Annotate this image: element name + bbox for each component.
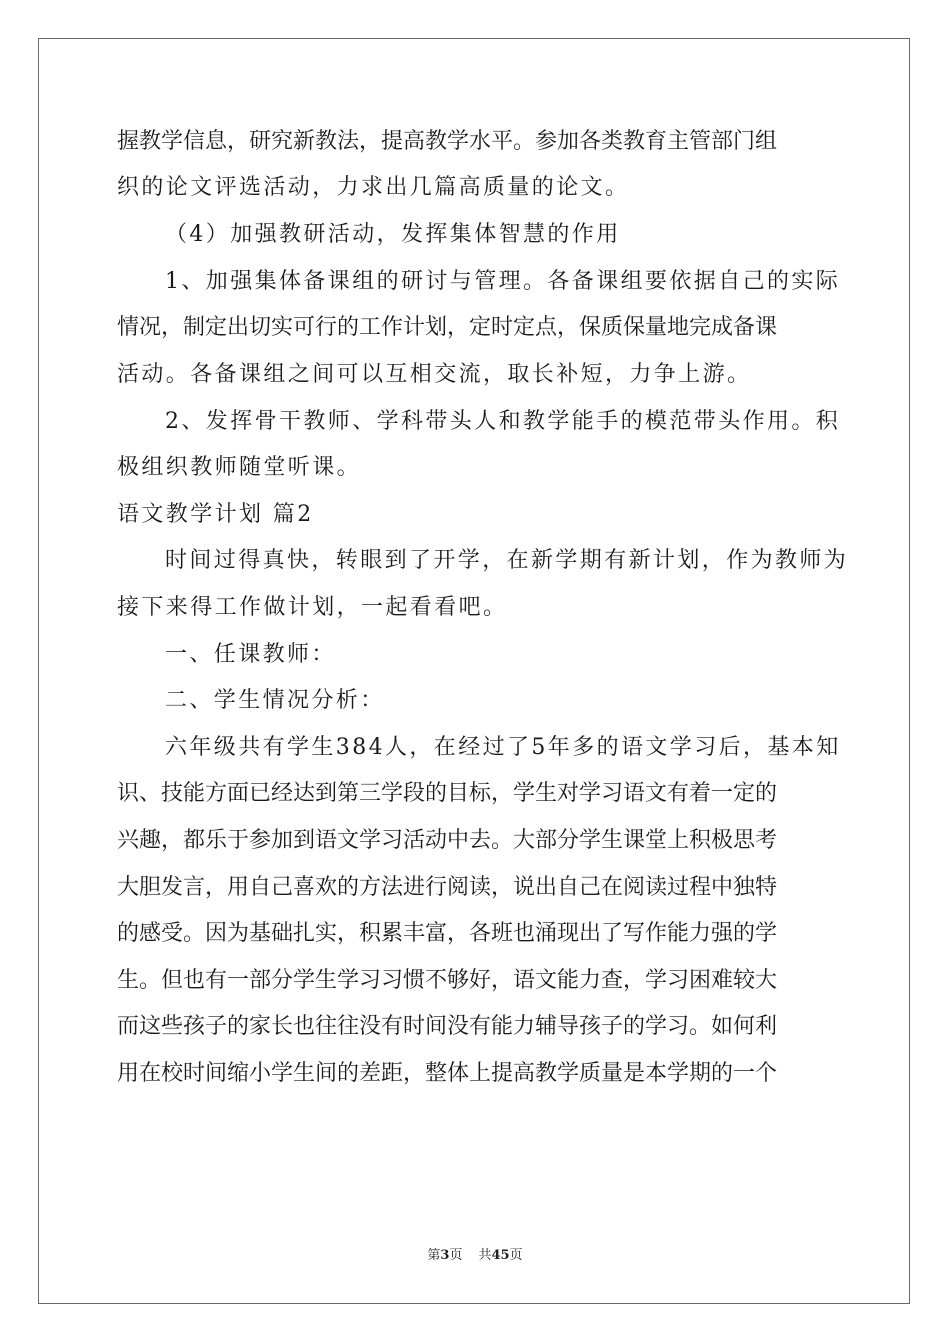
- page-suffix: 页: [449, 1248, 463, 1263]
- body-text-line: 1、加强集体备课组的研讨与管理。各备课组要依据自己的实际: [165, 269, 841, 294]
- body-text-line: 大胆发言，用自己喜欢的方法进行阅读，说出自己在阅读过程中独特: [117, 875, 778, 900]
- body-text-line: 握教学信息，研究新教法，提高教学水平。参加各类教育主管部门组: [117, 129, 778, 154]
- page-number: 3: [440, 1248, 450, 1263]
- page-footer: [0, 1247, 950, 1265]
- body-text-line: 兴趣，都乐于参加到语文学习活动中去。大部分学生课堂上积极思考: [117, 828, 778, 853]
- total-pages: 45: [491, 1248, 510, 1263]
- body-text-line: 六年级共有学生384人，在经过了5年多的语文学习后，基本知: [165, 735, 841, 760]
- total-prefix: 共: [478, 1248, 492, 1263]
- body-text-line: 时间过得真快，转眼到了开学，在新学期有新计划，作为教师为: [165, 548, 849, 573]
- body-text-line: 情况，制定出切实可行的工作计划，定时定点，保质保量地完成备课: [117, 315, 778, 340]
- document-heading: 语文教学计划 篇2: [117, 502, 314, 527]
- page-prefix: 第: [427, 1248, 441, 1263]
- body-text-line: 识、技能方面已经达到第三学段的目标，学生对学习语文有着一定的: [117, 781, 778, 806]
- body-text-line: 活动。各备课组之间可以互相交流，取长补短，力争上游。: [117, 362, 752, 387]
- body-text-line: 2、发挥骨干教师、学科带头人和教学能手的模范带头作用。积: [165, 409, 841, 434]
- section-heading: （4）加强教研活动，发挥集体智慧的作用: [165, 222, 621, 247]
- section-heading: 二、学生情况分析：: [165, 688, 385, 713]
- body-text-line: 接下来得工作做计划，一起看看吧。: [117, 595, 508, 620]
- body-text-line: 用在校时间缩小学生间的差距，整体上提高教学质量是本学期的一个: [117, 1061, 778, 1086]
- section-heading: 一、任课教师：: [165, 642, 336, 667]
- body-text-line: 生。但也有一部分学生学习习惯不够好，语文能力查，学习困难较大: [117, 968, 778, 993]
- total-suffix: 页: [509, 1248, 523, 1263]
- body-text-line: 而这些孩子的家长也往往没有时间没有能力辅导孩子的学习。如何利: [117, 1014, 778, 1039]
- body-text-line: 织的论文评选活动，力求出几篇高质量的论文。: [117, 175, 630, 200]
- body-text-line: 的感受。因为基础扎实，积累丰富，各班也涌现出了写作能力强的学: [117, 921, 778, 946]
- body-text-line: 极组织教师随堂听课。: [117, 455, 362, 480]
